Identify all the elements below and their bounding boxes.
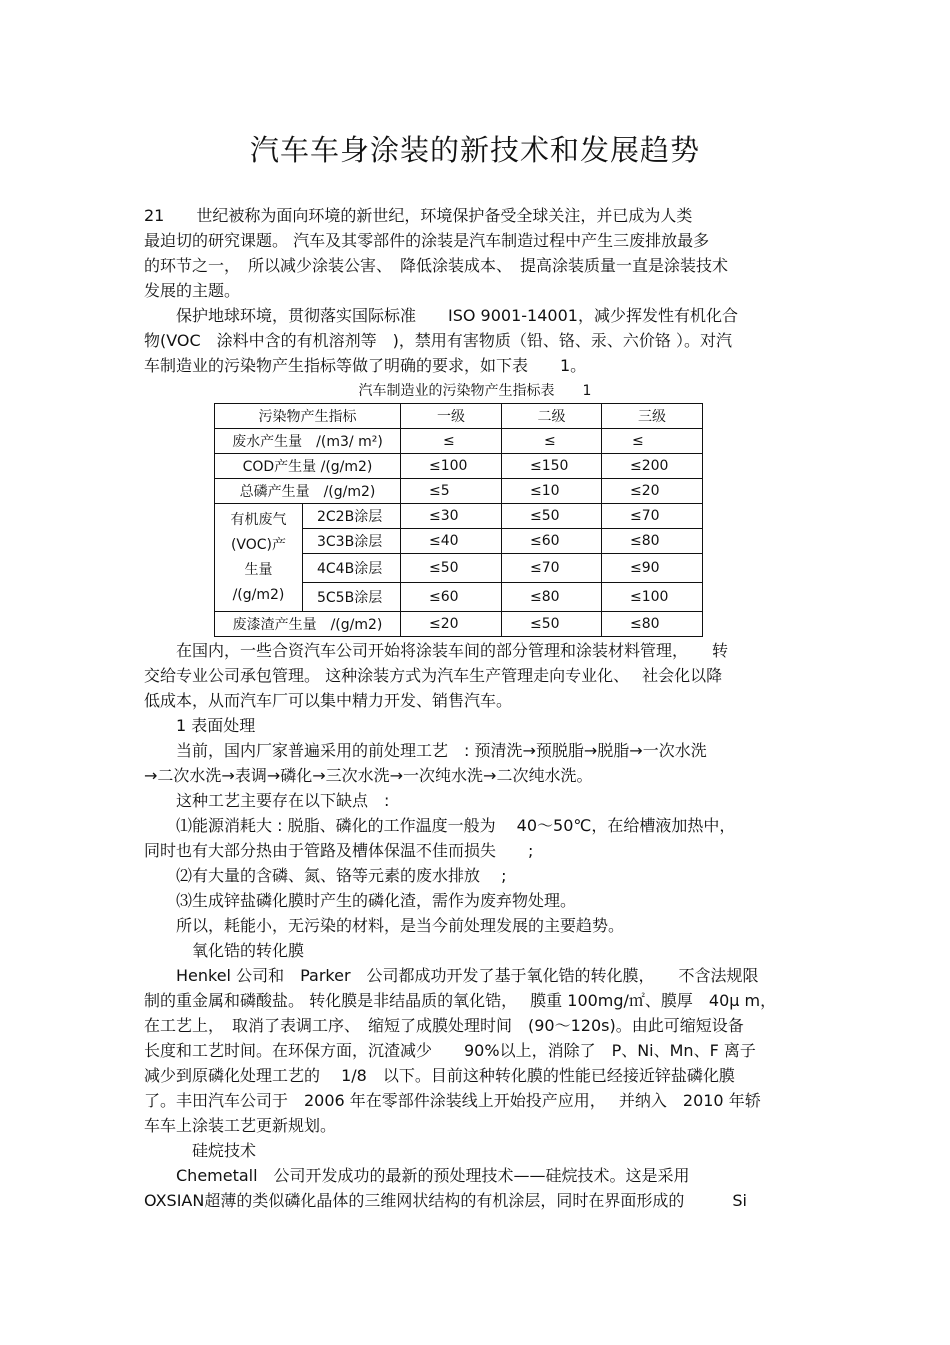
body-line: ⑵有大量的含磷、氮、铬等元素的废水排放 ; — [144, 866, 507, 885]
cell-value: ≤50 — [502, 612, 602, 637]
intro-line: 最迫切的研究课题。 汽车及其零部件的涂装是汽车制造过程中产生三废排放最多 — [144, 231, 710, 250]
cell-value: ≤80 — [502, 583, 602, 612]
cell-value: ≤100 — [401, 454, 502, 479]
body-line: ⑶生成锌盐磷化膜时产生的磷化渣，需作为废弃物处理。 — [144, 891, 577, 910]
body-line: ⑴能源消耗大 : 脱脂、磷化的工作温度一般为 40～50℃，在给槽液加热中， — [144, 816, 736, 835]
cell-value: ≤ — [401, 429, 502, 454]
cell-value: ≤20 — [602, 479, 703, 504]
header-cell: 三级 — [602, 404, 703, 429]
cell-value: ≤80 — [602, 529, 703, 554]
cell-value: ≤40 — [401, 529, 502, 554]
table-row — [215, 454, 703, 479]
table-row — [215, 479, 703, 504]
body-line: →二次水洗→表调→磷化→三次水洗→一次纯水洗→二次纯水洗。 — [144, 766, 593, 785]
cell-value: ≤ — [502, 429, 602, 454]
header-cell: 一级 — [401, 404, 502, 429]
row-label: 3C3B涂层 — [303, 529, 401, 554]
cell-value: ≤80 — [602, 612, 703, 637]
voc-label-line: (VOC)产 — [230, 536, 287, 553]
table-caption: 汽车制造业的污染物产生指标表 1 — [358, 383, 592, 399]
row-label: 总磷产生量 /(g/m2) — [215, 479, 401, 504]
cell-value: ≤50 — [502, 504, 602, 529]
body-line: 所以，耗能小，无污染的材料，是当今前处理发展的主要趋势。 — [144, 916, 625, 935]
cell-value: ≤60 — [502, 529, 602, 554]
cell-value: ≤5 — [401, 479, 502, 504]
intro-line: 21 世纪被称为面向环境的新世纪，环境保护备受全球关注，并已成为人类 — [144, 206, 693, 225]
cell-value: ≤70 — [502, 554, 602, 583]
body-line: 当前，国内厂家普遍采用的前处理工艺 : 预清洗→预脱脂→脱脂→一次水洗 — [144, 741, 707, 760]
row-label: 2C2B涂层 — [303, 504, 401, 529]
cell-value: ≤150 — [502, 454, 602, 479]
row-label: 4C4B涂层 — [303, 554, 401, 583]
body-line: 长度和工艺时间。在环保方面，沉渣减少 90%以上，消除了 P、Ni、Mn、F 离子 — [144, 1041, 756, 1060]
cell-value: ≤70 — [602, 504, 703, 529]
intro-line: 发展的主题。 — [144, 281, 241, 300]
row-label: 废水产生量 /(m3/ m²) — [215, 429, 401, 454]
cell-value: ≤30 — [401, 504, 502, 529]
body-line: 在工艺上， 取消了表调工序、 缩短了成膜处理时间 (90～120s)。由此可缩短设备 — [144, 1016, 744, 1035]
body-line: 这种工艺主要存在以下缺点 : — [144, 791, 390, 810]
body-line: Chemetall 公司开发成功的最新的预处理技术——硅烷技术。这是采用 — [144, 1166, 690, 1185]
cell-value: ≤ — [602, 429, 703, 454]
section-heading: 硅烷技术 — [144, 1141, 257, 1160]
cell-value: ≤10 — [502, 479, 602, 504]
body-line: 制的重金属和磷酸盐。 转化膜是非结晶质的氧化锆， 膜重 100mg/㎡、膜厚 40μ m， — [144, 991, 777, 1010]
table-row — [215, 612, 703, 637]
cell-value: ≤200 — [602, 454, 703, 479]
table-row — [215, 504, 703, 529]
cell-value: ≤50 — [401, 554, 502, 583]
voc-label-line: 有机废气 — [230, 511, 287, 528]
document-title: 汽车车身涂装的新技术和发展趋势 — [249, 133, 700, 167]
body-line: Henkel 公司和 Parker 公司都成功开发了基于氧化锆的转化膜， 不含法规限 — [144, 966, 759, 985]
intro-line: 物(VOC 涂料中含的有机溶剂等 )，禁用有害物质（铅、铬、汞、六价铬 ）。对汽 — [144, 331, 733, 350]
body-line: 交给专业公司承包管理。 这种涂装方式为汽车生产管理走向专业化、 社会化以降 — [144, 666, 723, 685]
row-label: 5C5B涂层 — [303, 583, 401, 612]
cell-value: ≤100 — [602, 583, 703, 612]
section-heading: 氧化锆的转化膜 — [144, 941, 305, 960]
header-cell: 二级 — [502, 404, 602, 429]
header-cell: 污染物产生指标 — [215, 404, 401, 429]
table-header-row — [215, 404, 703, 429]
cell-value: ≤60 — [401, 583, 502, 612]
intro-line: 车制造业的污染物产生指标等做了明确的要求，如下表 1。 — [144, 356, 587, 375]
body-line: 车车上涂装工艺更新规划。 — [144, 1116, 337, 1135]
body-line: OXSIAN超薄的类似磷化晶体的三维网状结构的有机涂层，同时在界面形成的 Si — [144, 1191, 747, 1210]
cell-value: ≤20 — [401, 612, 502, 637]
intro-line: 保护地球环境，贯彻落实国际标准 ISO 9001-14001，减少挥发性有机化合 — [144, 306, 738, 325]
body-line: 减少到原磷化处理工艺的 1/8 以下。目前这种转化膜的性能已经接近锌盐磷化膜 — [144, 1066, 735, 1085]
voc-group-label — [215, 504, 303, 612]
voc-label-line: /(g/m2) — [232, 586, 285, 603]
pollutant-table — [214, 403, 703, 637]
section-heading: 1 表面处理 — [144, 716, 256, 735]
row-label: COD产生量 /(g/m2) — [215, 454, 401, 479]
intro-line: 的环节之一， 所以减少涂装公害、 降低涂装成本、 提高涂装质量一直是涂装技术 — [144, 256, 729, 275]
row-label: 废漆渣产生量 /(g/m2) — [215, 612, 401, 637]
body-line: 同时也有大部分热由于管路及槽体保温不佳而损失 ; — [144, 841, 534, 860]
voc-label-line: 生量 — [244, 561, 273, 578]
body-line: 在国内，一些合资汽车公司开始将涂装车间的部分管理和涂装材料管理， 转 — [144, 641, 729, 660]
table-row — [215, 429, 703, 454]
cell-value: ≤90 — [602, 554, 703, 583]
body-line: 了。丰田汽车公司于 2006 年在零部件涂装线上开始投产应用， 并纳入 2010 年轿 — [144, 1091, 761, 1110]
body-line: 低成本，从而汽车厂可以集中精力开发、销售汽车。 — [144, 691, 513, 710]
